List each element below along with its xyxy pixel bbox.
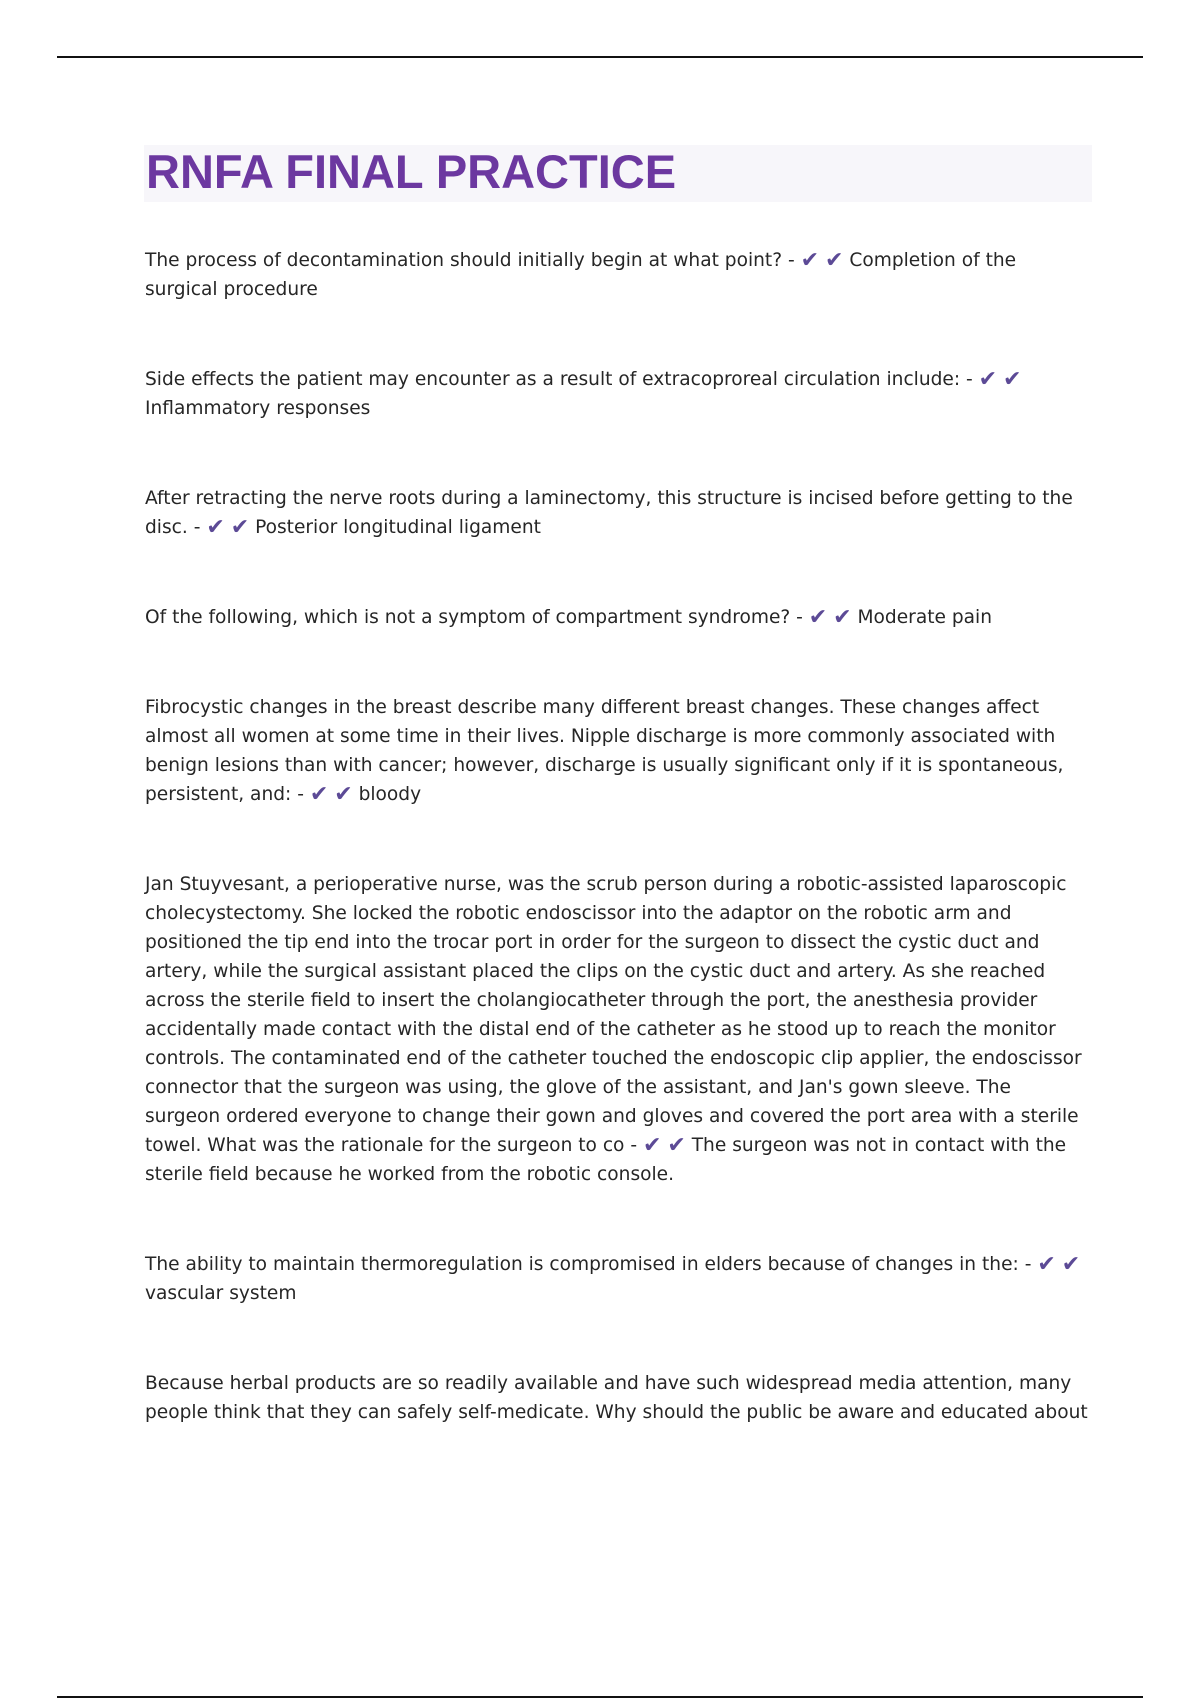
question-text: The process of decontamination should initially begin at what point? - bbox=[145, 250, 795, 271]
checkmark-icon: ✔ bbox=[1003, 367, 1022, 392]
checkmark-icon: ✔ bbox=[206, 515, 225, 540]
answer-text: Moderate pain bbox=[857, 607, 993, 628]
answer-text: Completion of the surgical procedure bbox=[145, 250, 1017, 300]
answer-text: The surgeon was not in contact with the sterile field because he worked from the robotic console. bbox=[145, 1135, 1067, 1185]
question-list bbox=[145, 246, 1090, 1488]
question-text: Fibrocystic changes in the breast describe many different breast changes. These changes affect almost all women at some time in their lives. Nipple discharge is more commonly associated with benign lesions than with cancer; however, discharge is usually significant only if it is spontaneous, persistent, and: - bbox=[145, 697, 1064, 805]
checkmark-icon: ✔ bbox=[667, 1133, 686, 1158]
question-text: Of the following, which is not a symptom of compartment syndrome? - bbox=[145, 607, 803, 628]
checkmark-icon: ✔ bbox=[978, 367, 998, 392]
answer-text: bloody bbox=[358, 784, 422, 805]
checkmark-icon: ✔ bbox=[808, 605, 828, 630]
answer-checkmarks bbox=[643, 1135, 686, 1156]
answer-checkmarks bbox=[979, 369, 1022, 390]
answer-checkmarks bbox=[310, 784, 353, 805]
checkmark-icon: ✔ bbox=[1037, 1252, 1056, 1277]
question-item bbox=[145, 603, 1090, 632]
checkmark-icon: ✔ bbox=[334, 782, 353, 807]
answer-checkmarks bbox=[1037, 1254, 1080, 1275]
top-rule bbox=[57, 56, 1143, 58]
checkmark-icon: ✔ bbox=[833, 605, 852, 630]
bottom-rule bbox=[57, 1696, 1143, 1698]
answer-checkmarks bbox=[809, 607, 852, 628]
question-item bbox=[145, 365, 1090, 423]
question-item bbox=[145, 246, 1090, 304]
document-title: RNFA FINAL PRACTICE bbox=[146, 145, 677, 198]
question-text: The ability to maintain thermoregulation is compromised in elders because of changes in the: - bbox=[145, 1254, 1032, 1275]
question-text: Because herbal products are so readily available and have such widespread media attention, many people think that they can safely self-medicate. Why should the public be aware and educated about bbox=[145, 1373, 1088, 1423]
question-item bbox=[145, 693, 1090, 809]
checkmark-icon: ✔ bbox=[824, 248, 844, 273]
question-text: Side effects the patient may encounter as a result of extracoproreal circulation include: - bbox=[145, 369, 973, 390]
answer-text: Inflammatory responses bbox=[145, 398, 371, 419]
question-item bbox=[145, 484, 1090, 542]
answer-checkmarks bbox=[206, 517, 249, 538]
answer-text: Posterior longitudinal ligament bbox=[255, 517, 541, 538]
answer-text: vascular system bbox=[145, 1283, 297, 1304]
question-item bbox=[145, 870, 1090, 1189]
checkmark-icon: ✔ bbox=[309, 782, 329, 807]
checkmark-icon: ✔ bbox=[800, 248, 820, 273]
checkmark-icon: ✔ bbox=[642, 1133, 662, 1158]
question-item bbox=[145, 1250, 1090, 1308]
answer-checkmarks bbox=[801, 250, 844, 271]
question-text: Jan Stuyvesant, a perioperative nurse, was the scrub person during a robotic-assisted laparoscopic cholecystectomy. She locked the robotic endoscissor into the adaptor on the robotic arm and positioned the tip end into the trocar port in order for the surgeon to dissect the cystic duct and artery, while the surgical assistant placed the clips on the cystic duct and artery. As she reached across the sterile field to insert the cholangiocatheter through the port, the anesthesia provider accidentally made contact with the distal end of the catheter as he stood up to reach the monitor controls. The contaminated end of the catheter touched the endoscopic clip applier, the endoscissor connector that the surgeon was using, the glove of the assistant, and Jan's gown sleeve. The surgeon ordered everyone to change their gown and gloves and covered the port area with a sterile towel. What was the rationale for the surgeon to co - bbox=[145, 874, 1082, 1156]
checkmark-icon: ✔ bbox=[230, 515, 250, 540]
checkmark-icon: ✔ bbox=[1061, 1252, 1081, 1277]
question-item bbox=[145, 1369, 1090, 1427]
question-text: After retracting the nerve roots during a laminectomy, this structure is incised before getting to the disc. - bbox=[145, 488, 1073, 538]
